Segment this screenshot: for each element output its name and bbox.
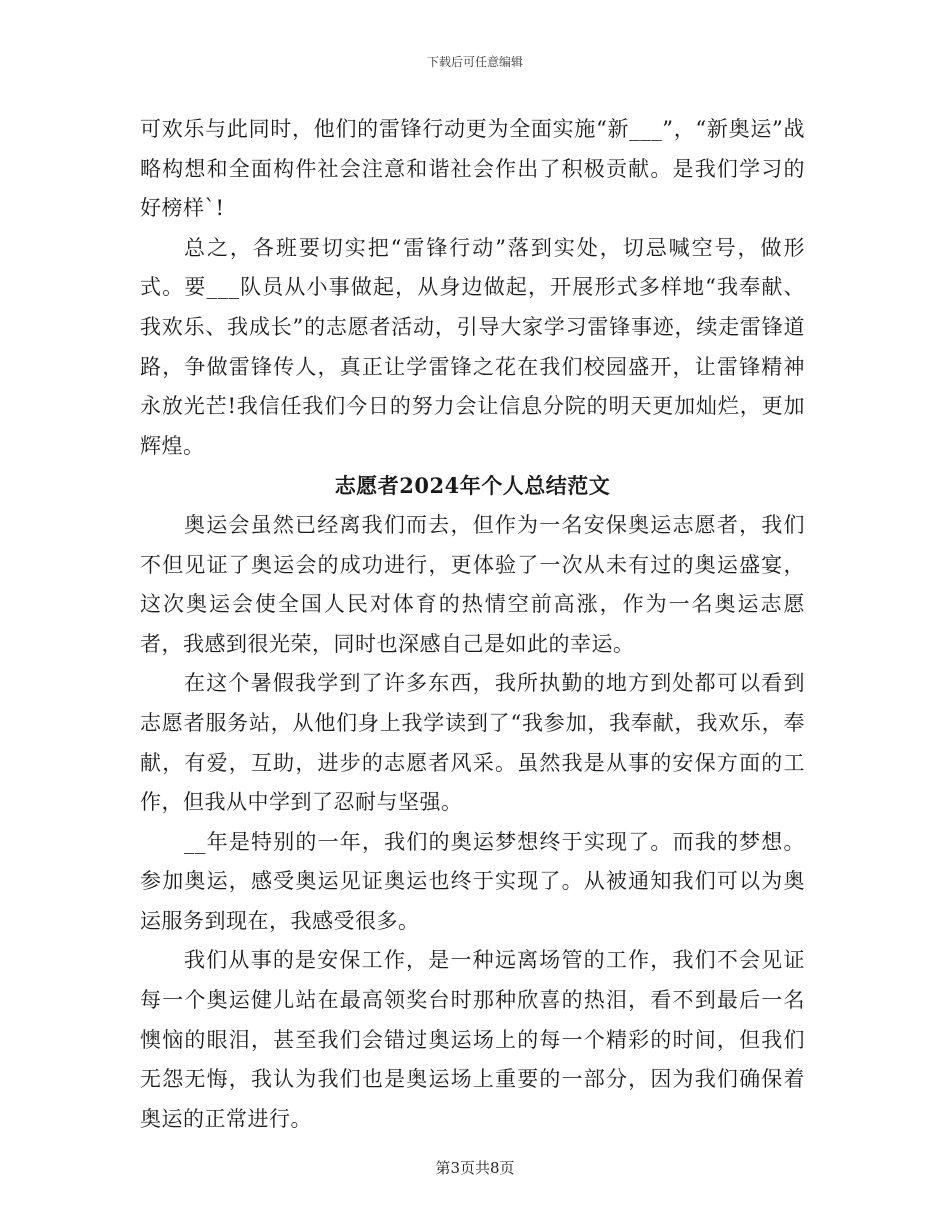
paragraph-special-year: __年是特别的一年，我们的奥运梦想终于实现了。而我的梦想。参加奥运，感受奥运见证奥运也终于实现了。从被通知我们可以为奥运服务到现在，我感受很多。	[140, 829, 805, 933]
paragraph-continuation: 可欢乐与此同时，他们的雷锋行动更为全面实施“新___”，“新奥运”战略构想和全面构件社会注意和谐社会作出了积极贡献。是我们学习的好榜样`!	[140, 117, 805, 221]
paragraph-summer: 在这个暑假我学到了许多东西，我所执勤的地方到处都可以看到志愿者服务站，从他们身上我学读到了“我参加，我奉献，我欢乐，奉献，有爱，互助，进步的志愿者风采。虽然我是从事的安保方面的工作，但我从中学到了忍耐与坚强。	[140, 671, 805, 815]
document-body	[140, 110, 805, 1139]
paragraph-conclusion: 总之，各班要切实把“雷锋行动”落到实处，切忌喊空号，做形式。要___队员从小事做起，从身边做起，开展形式多样地“我奉献、我欢乐、我成长”的志愿者活动，引导大家学习雷锋事迹，续走雷锋道路，争做雷锋传人，真正让学雷锋之花在我们校园盛开，让雷锋精神永放光芒!我信任我们今日的努力会让信息分院的明天更加灿烂，更加辉煌。	[140, 235, 805, 458]
page-header: 下载后可任意编辑	[426, 55, 523, 69]
paragraph-security-work: 我们从事的是安保工作，是一种远离场管的工作，我们不会见证每一个奥运健儿站在最高领奖台时那种欣喜的热泪，看不到最后一名懊恼的眼泪，甚至我们会错过奥运场上的每一个精彩的时间，但我们无怨无悔，我认为我们也是奥运场上重要的一部分，因为我们确保着奥运的正常进行。	[140, 948, 805, 1131]
paragraph-intro: 奥运会虽然已经离我们而去，但作为一名安保奥运志愿者，我们不但见证了奥运会的成功进行，更体验了一次从未有过的奥运盛宴，这次奥运会使全国人民对体育的热情空前高涨，作为一名奥运志愿者，我感到很光荣，同时也深感自己是如此的幸运。	[140, 512, 805, 656]
section-title: 志愿者2024年个人总结范文	[334, 473, 611, 499]
page-footer: 第3页共8页	[435, 1159, 515, 1177]
